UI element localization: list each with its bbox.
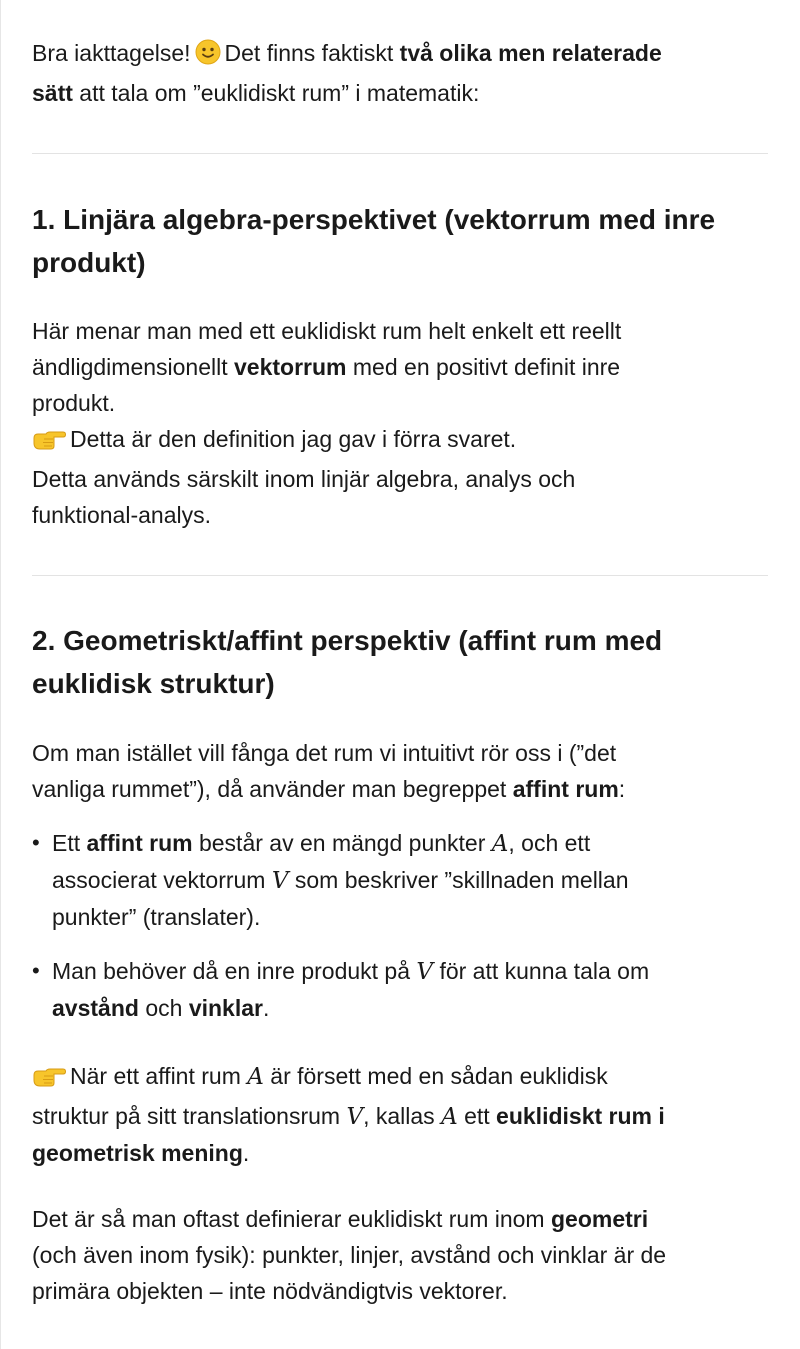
left-edge-divider [0, 0, 1, 1349]
bullet-dot-icon: • [32, 958, 40, 983]
backhand-index-pointing-right-icon [32, 425, 66, 461]
list-item: • Ett affint rum består av en mängd punkter A, och ett associerat vektorrum V som beskriver ”skillnaden mellan punkter” (translater). [32, 825, 772, 935]
section-2-pointer-paragraph: När ett affint rum A är försett med en sådan euklidisk struktur på sitt translationsrum V, kallas A ett euklidiskt rum i geometrisk mening. [32, 1063, 665, 1166]
section-1-body: Här menar man med ett euklidiskt rum helt enkelt ett reellt ändligdimensionellt vektorrum med en positivt definit inre produkt. Detta är den definition jag gav i förra svaret. Detta används särskilt inom linjär algebra, analys och funktional-analys. [32, 318, 622, 528]
section-2-closing-paragraph: Det är så man oftast definierar euklidiskt rum inom geometri (och även inom fysik): punkter, linjer, avstånd och vinklar är de primära objekten – inte nödvändigtvis vektorer. [32, 1206, 667, 1304]
list-item: • Man behöver då en inre produkt på V för att kunna tala om avstånd och vinklar. [32, 953, 772, 1026]
section-1-heading: 1. Linjära algebra-perspektivet (vektorrum med inre produkt) [32, 204, 716, 278]
intro-line-2: sätt att tala om ”euklidiskt rum” i matematik: [32, 80, 480, 106]
section-divider-1 [32, 153, 768, 154]
backhand-index-pointing-right-icon [32, 1062, 66, 1098]
intro-paragraph [32, 35, 772, 111]
intro-line-1: Bra iakttagelse! Det finns faktiskt två olika men relaterade [32, 35, 772, 75]
section-2-heading: 2. Geometriskt/affint perspektiv (affint rum med euklidisk struktur) [32, 625, 663, 699]
section-divider-2 [32, 575, 768, 576]
bullet-dot-icon: • [32, 830, 40, 855]
section-2-intro-paragraph: Om man istället vill fånga det rum vi intuitivt rör oss i (”det vanliga rummet”), då använder man begreppet affint rum: [32, 740, 626, 802]
slightly-smiling-face-icon [195, 39, 221, 75]
bullet-list [32, 825, 772, 1026]
